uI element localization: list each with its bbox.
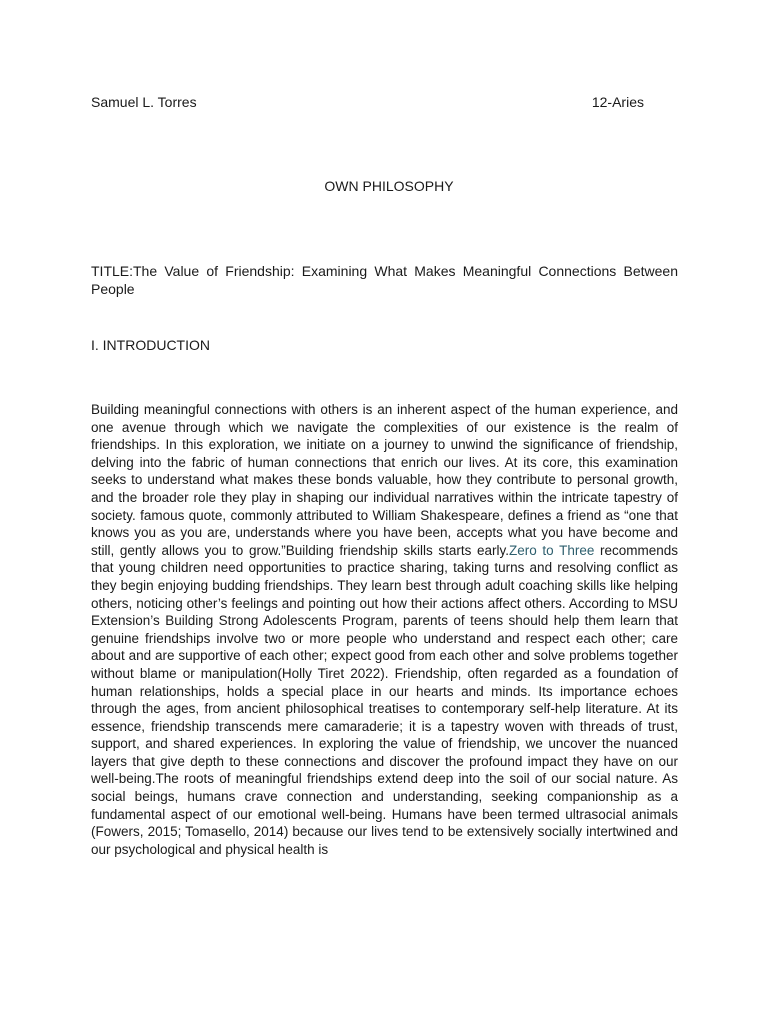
document-heading: OWN PHILOSOPHY (324, 178, 454, 194)
zero-to-three-link[interactable]: Zero to Three (509, 542, 595, 558)
body-paragraph-part-2: recommends that young children need opportunities to practice sharing, taking turns and resolving conflict as they begin enjoying budding friendships. They learn best through adult coaching skills like helping others, noticing other’s feelings and pointing out how their actions affect others. According to MSU Extension’s Building Strong Adolescents Program, parents of teens should help them learn that genuine friendships involve two or more people who understand and respect each other; care about and are supportive of each other; expect good from each other and solve problems together without blame or manipulation(Holly Tiret 2022). Friendship, often regarded as a foundation of human relationships, holds a special place in our hearts and minds. Its importance echoes through the ages, from ancient philosophical treatises to contemporary self-help literature. At its essence, friendship transcends mere camaraderie; it is a tapestry woven with threads of trust, support, and shared experiences. In exploring the value of friendship, we uncover the nuanced layers that give depth to these connections and discover the profound impact they have on our well-being.The roots of meaningful friendships extend deep into the soil of our social nature. As social beings, humans crave connection and understanding, seeking companionship as a fundamental aspect of our emotional well-being. Humans have been termed ultrasocial animals (Fowers, 2015; Tomasello, 2014) because our lives tend to be extensively socially intertwined and our psychological and physical health is (91, 542, 678, 857)
introduction-heading: I. INTRODUCTION (91, 337, 210, 353)
document-title: TITLE:The Value of Friendship: Examining What Makes Meaningful Connections Between People (91, 263, 678, 297)
section-name: 12-Aries (591, 94, 644, 110)
introduction-body (91, 401, 678, 858)
author-name: Samuel L. Torres (91, 94, 197, 110)
body-paragraph-part-1: Building meaningful connections with others is an inherent aspect of the human experience, and one avenue through which we navigate the complexities of our existence is the realm of friendships. In this exploration, we initiate on a journey to unwind the significance of friendship, delving into the fabric of human connections that enrich our lives. At its core, this examination seeks to understand what makes these bonds valuable, how they contribute to personal growth, and the broader role they play in shaping our individual narratives within the intricate tapestry of society. famous quote, commonly attributed to William Shakespeare, defines a friend as “one that knows you as you are, understands where you have been, accepts what you have become and still, gently allows you to grow.”Building friendship skills starts early. (91, 402, 678, 558)
